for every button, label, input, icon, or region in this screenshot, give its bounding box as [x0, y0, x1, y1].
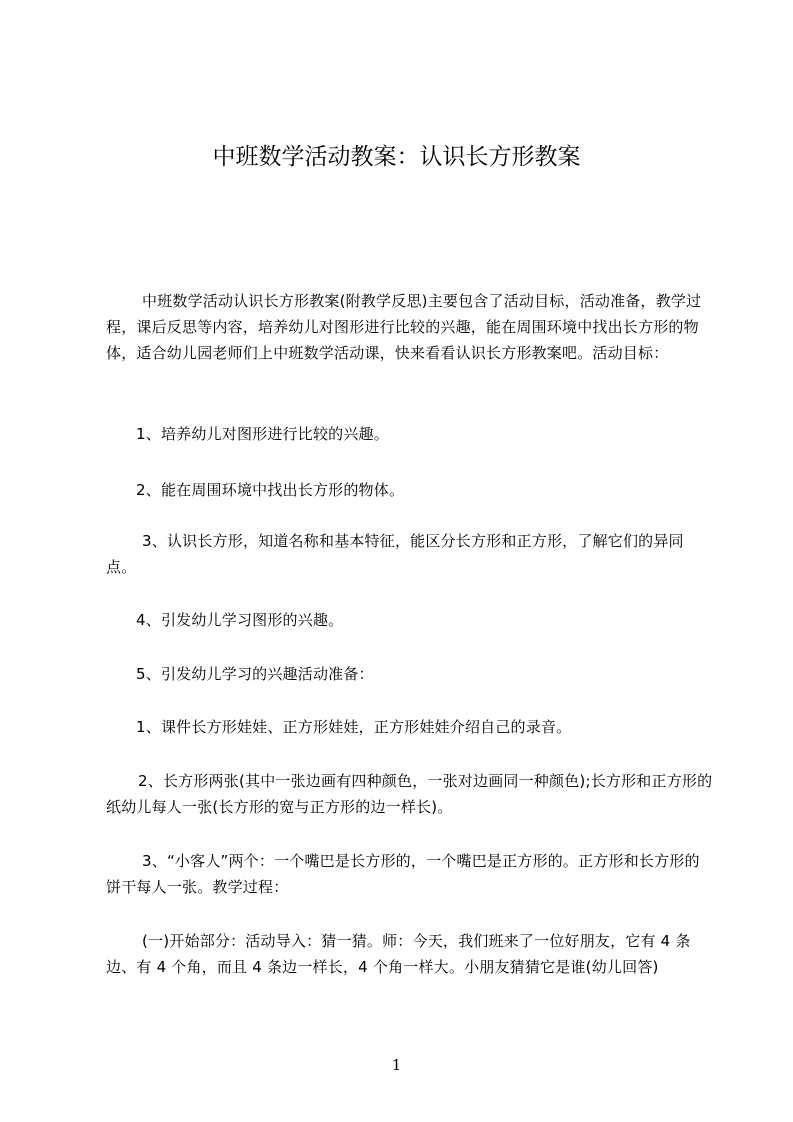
prep-item-2: 2、长方形两张(其中一张边画有四种颜色，一张对边画同一种颜色);长方形和正方形的纸幼儿每人一张(长方形的宽与正方形的边一样长)。: [106, 772, 713, 816]
goal-item-4: 4、引发幼儿学习图形的兴趣。: [136, 611, 344, 629]
document-title: 中班数学活动教案：认识长方形教案: [212, 144, 581, 170]
goal-item-3: 3、认识长方形，知道名称和基本特征，能区分长方形和正方形，了解它们的异同点。: [106, 532, 684, 576]
process-item-1: (一)开始部分：活动导入：猜一猜。师：今天，我们班来了一位好朋友，它有 4 条边、有 4 个角，而且 4 条边一样长，4 个角一样大。小朋友猜猜它是谁(幼儿回答): [106, 932, 691, 976]
page-number: 1: [391, 1056, 402, 1074]
intro-paragraph: 中班数学活动认识长方形教案(附教学反思)主要包含了活动目标，活动准备，教学过程，课后反思等内容，培养幼儿对图形进行比较的兴趣，能在周围环境中找出长方形的物体，适合幼儿园老师们上中班数学活动课，快来看看认识长方形教案吧。活动目标：: [106, 292, 702, 362]
goal-item-2: 2、能在周围环境中找出长方形的物体。: [136, 481, 405, 499]
goal-item-5: 5、引发幼儿学习的兴趣活动准备：: [136, 665, 374, 683]
goal-item-1: 1、培养幼儿对图形进行比较的兴趣。: [136, 425, 389, 443]
prep-item-3: 3、“小客人”两个：一个嘴巴是长方形的，一个嘴巴是正方形的。正方形和长方形的饼干每人一张。教学过程：: [106, 852, 700, 896]
prep-item-1: 1、课件长方形娃娃、正方形娃娃，正方形娃娃介绍自己的录音。: [136, 718, 572, 736]
